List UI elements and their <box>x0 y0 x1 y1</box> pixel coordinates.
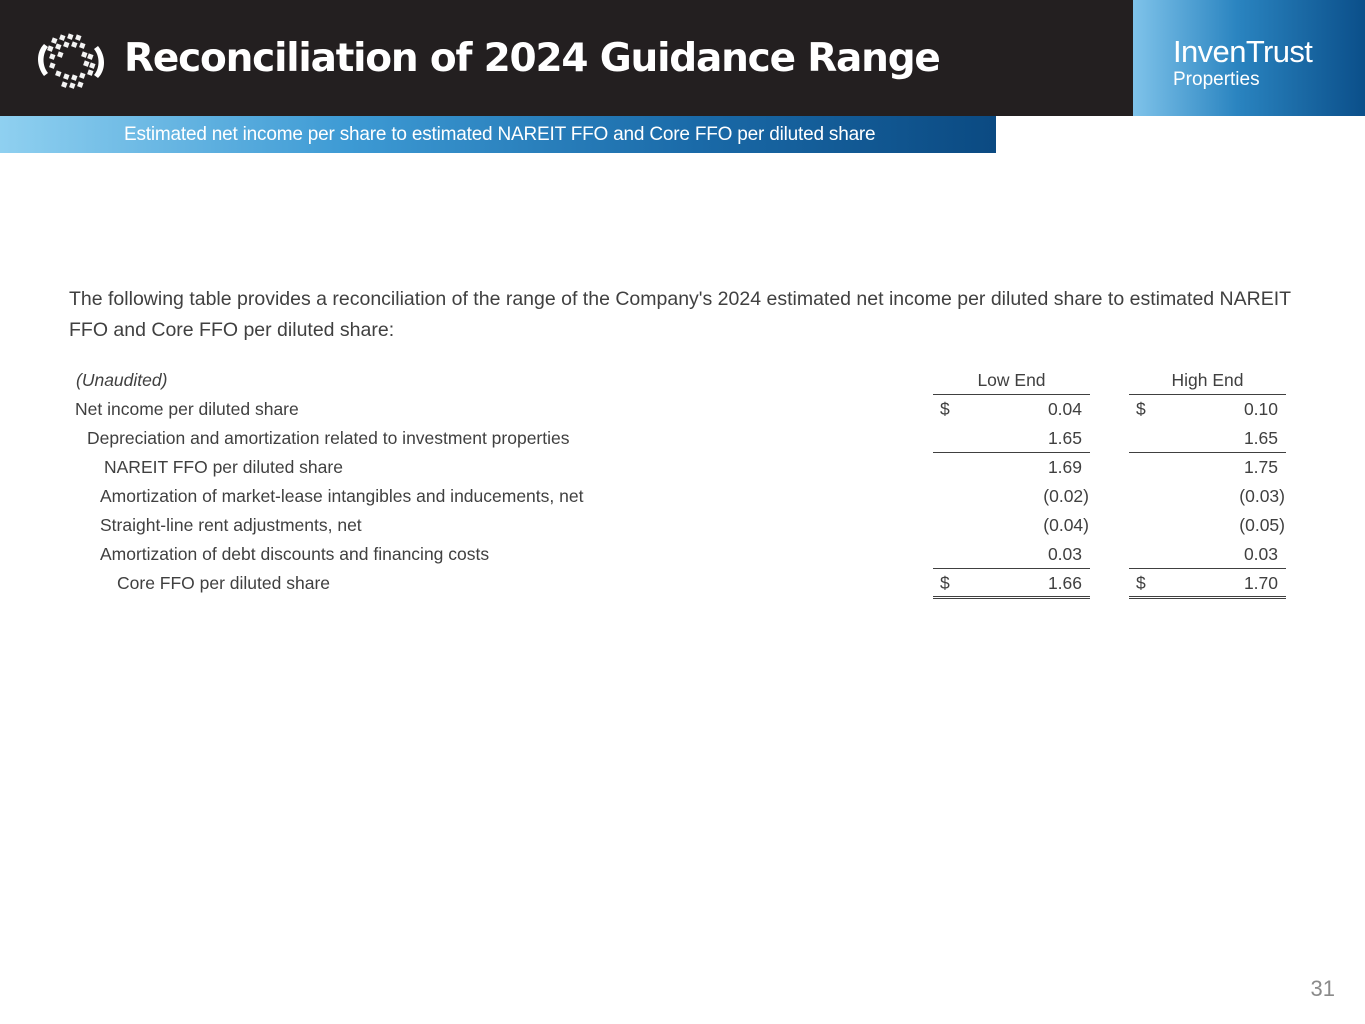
high-end-cell <box>1129 395 1286 423</box>
currency-symbol: $ <box>1136 573 1146 593</box>
table-row <box>0 395 1365 424</box>
intro-text: The following table provides a reconciliation of the range of the Company's 2024 estimated net income per diluted share to estimated NAREIT FFO and Core FFO per diluted share: <box>69 288 1291 341</box>
table-row <box>0 424 1365 453</box>
high-end-value: 0.10 <box>1243 399 1278 419</box>
brand-logo <box>1133 0 1365 116</box>
currency-symbol: $ <box>940 573 950 593</box>
row-label: Straight-line rent adjustments, net <box>100 515 362 535</box>
high-end-value: (0.03) <box>1239 486 1285 506</box>
low-end-cell <box>933 395 1090 423</box>
low-end-value: 0.03 <box>1047 544 1082 564</box>
low-end-cell <box>933 482 1090 510</box>
row-label: Amortization of debt discounts and financing costs <box>100 544 490 564</box>
table-row <box>0 482 1365 511</box>
brand-subtitle: Properties <box>1173 69 1260 90</box>
row-label: Amortization of market-lease intangibles and inducements, net <box>100 486 584 506</box>
low-end-value: (0.04) <box>1043 515 1089 535</box>
low-end-value: 0.04 <box>1047 399 1082 419</box>
column-header-low-end: Low End <box>933 366 1090 395</box>
table-row <box>0 511 1365 540</box>
high-end-cell <box>1129 453 1286 481</box>
row-label: Net income per diluted share <box>75 399 299 419</box>
brand-name: InvenTrust <box>1173 34 1313 69</box>
page-title: Reconciliation of 2024 Guidance Range <box>124 36 940 81</box>
high-end-cell <box>1129 540 1286 569</box>
column-header-high-end: High End <box>1129 366 1286 395</box>
low-end-cell <box>933 424 1090 453</box>
table-header-row <box>0 366 1365 395</box>
unaudited-label: (Unaudited) <box>76 370 168 390</box>
low-end-value: 1.65 <box>1047 428 1082 448</box>
title-bar <box>0 0 1133 116</box>
high-end-cell <box>1129 569 1286 599</box>
page-number: 31 <box>1310 976 1335 1001</box>
row-label: Core FFO per diluted share <box>117 573 331 593</box>
high-end-cell <box>1129 424 1286 453</box>
currency-symbol: $ <box>1136 399 1146 419</box>
high-end-value: 0.03 <box>1243 544 1278 564</box>
high-end-value: 1.75 <box>1243 457 1278 477</box>
table-row <box>0 453 1365 482</box>
subtitle-band <box>0 116 996 153</box>
high-end-value: 1.70 <box>1243 573 1278 593</box>
row-label: NAREIT FFO per diluted share <box>104 457 343 477</box>
low-end-cell <box>933 569 1090 599</box>
low-end-cell <box>933 511 1090 539</box>
low-end-value: 1.69 <box>1047 457 1082 477</box>
table-row <box>0 540 1365 569</box>
currency-symbol: $ <box>940 399 950 419</box>
low-end-value: 1.66 <box>1047 573 1082 593</box>
high-end-value: 1.65 <box>1243 428 1278 448</box>
table-row <box>0 569 1365 598</box>
page-subtitle: Estimated net income per share to estimated NAREIT FFO and Core FFO per diluted share <box>124 124 876 145</box>
low-end-value: (0.02) <box>1043 486 1089 506</box>
high-end-cell <box>1129 511 1286 539</box>
low-end-cell <box>933 453 1090 481</box>
row-label: Depreciation and amortization related to investment properties <box>87 428 570 448</box>
high-end-cell <box>1129 482 1286 510</box>
low-end-cell <box>933 540 1090 569</box>
high-end-value: (0.05) <box>1239 515 1285 535</box>
globe-dots-icon <box>34 30 108 92</box>
